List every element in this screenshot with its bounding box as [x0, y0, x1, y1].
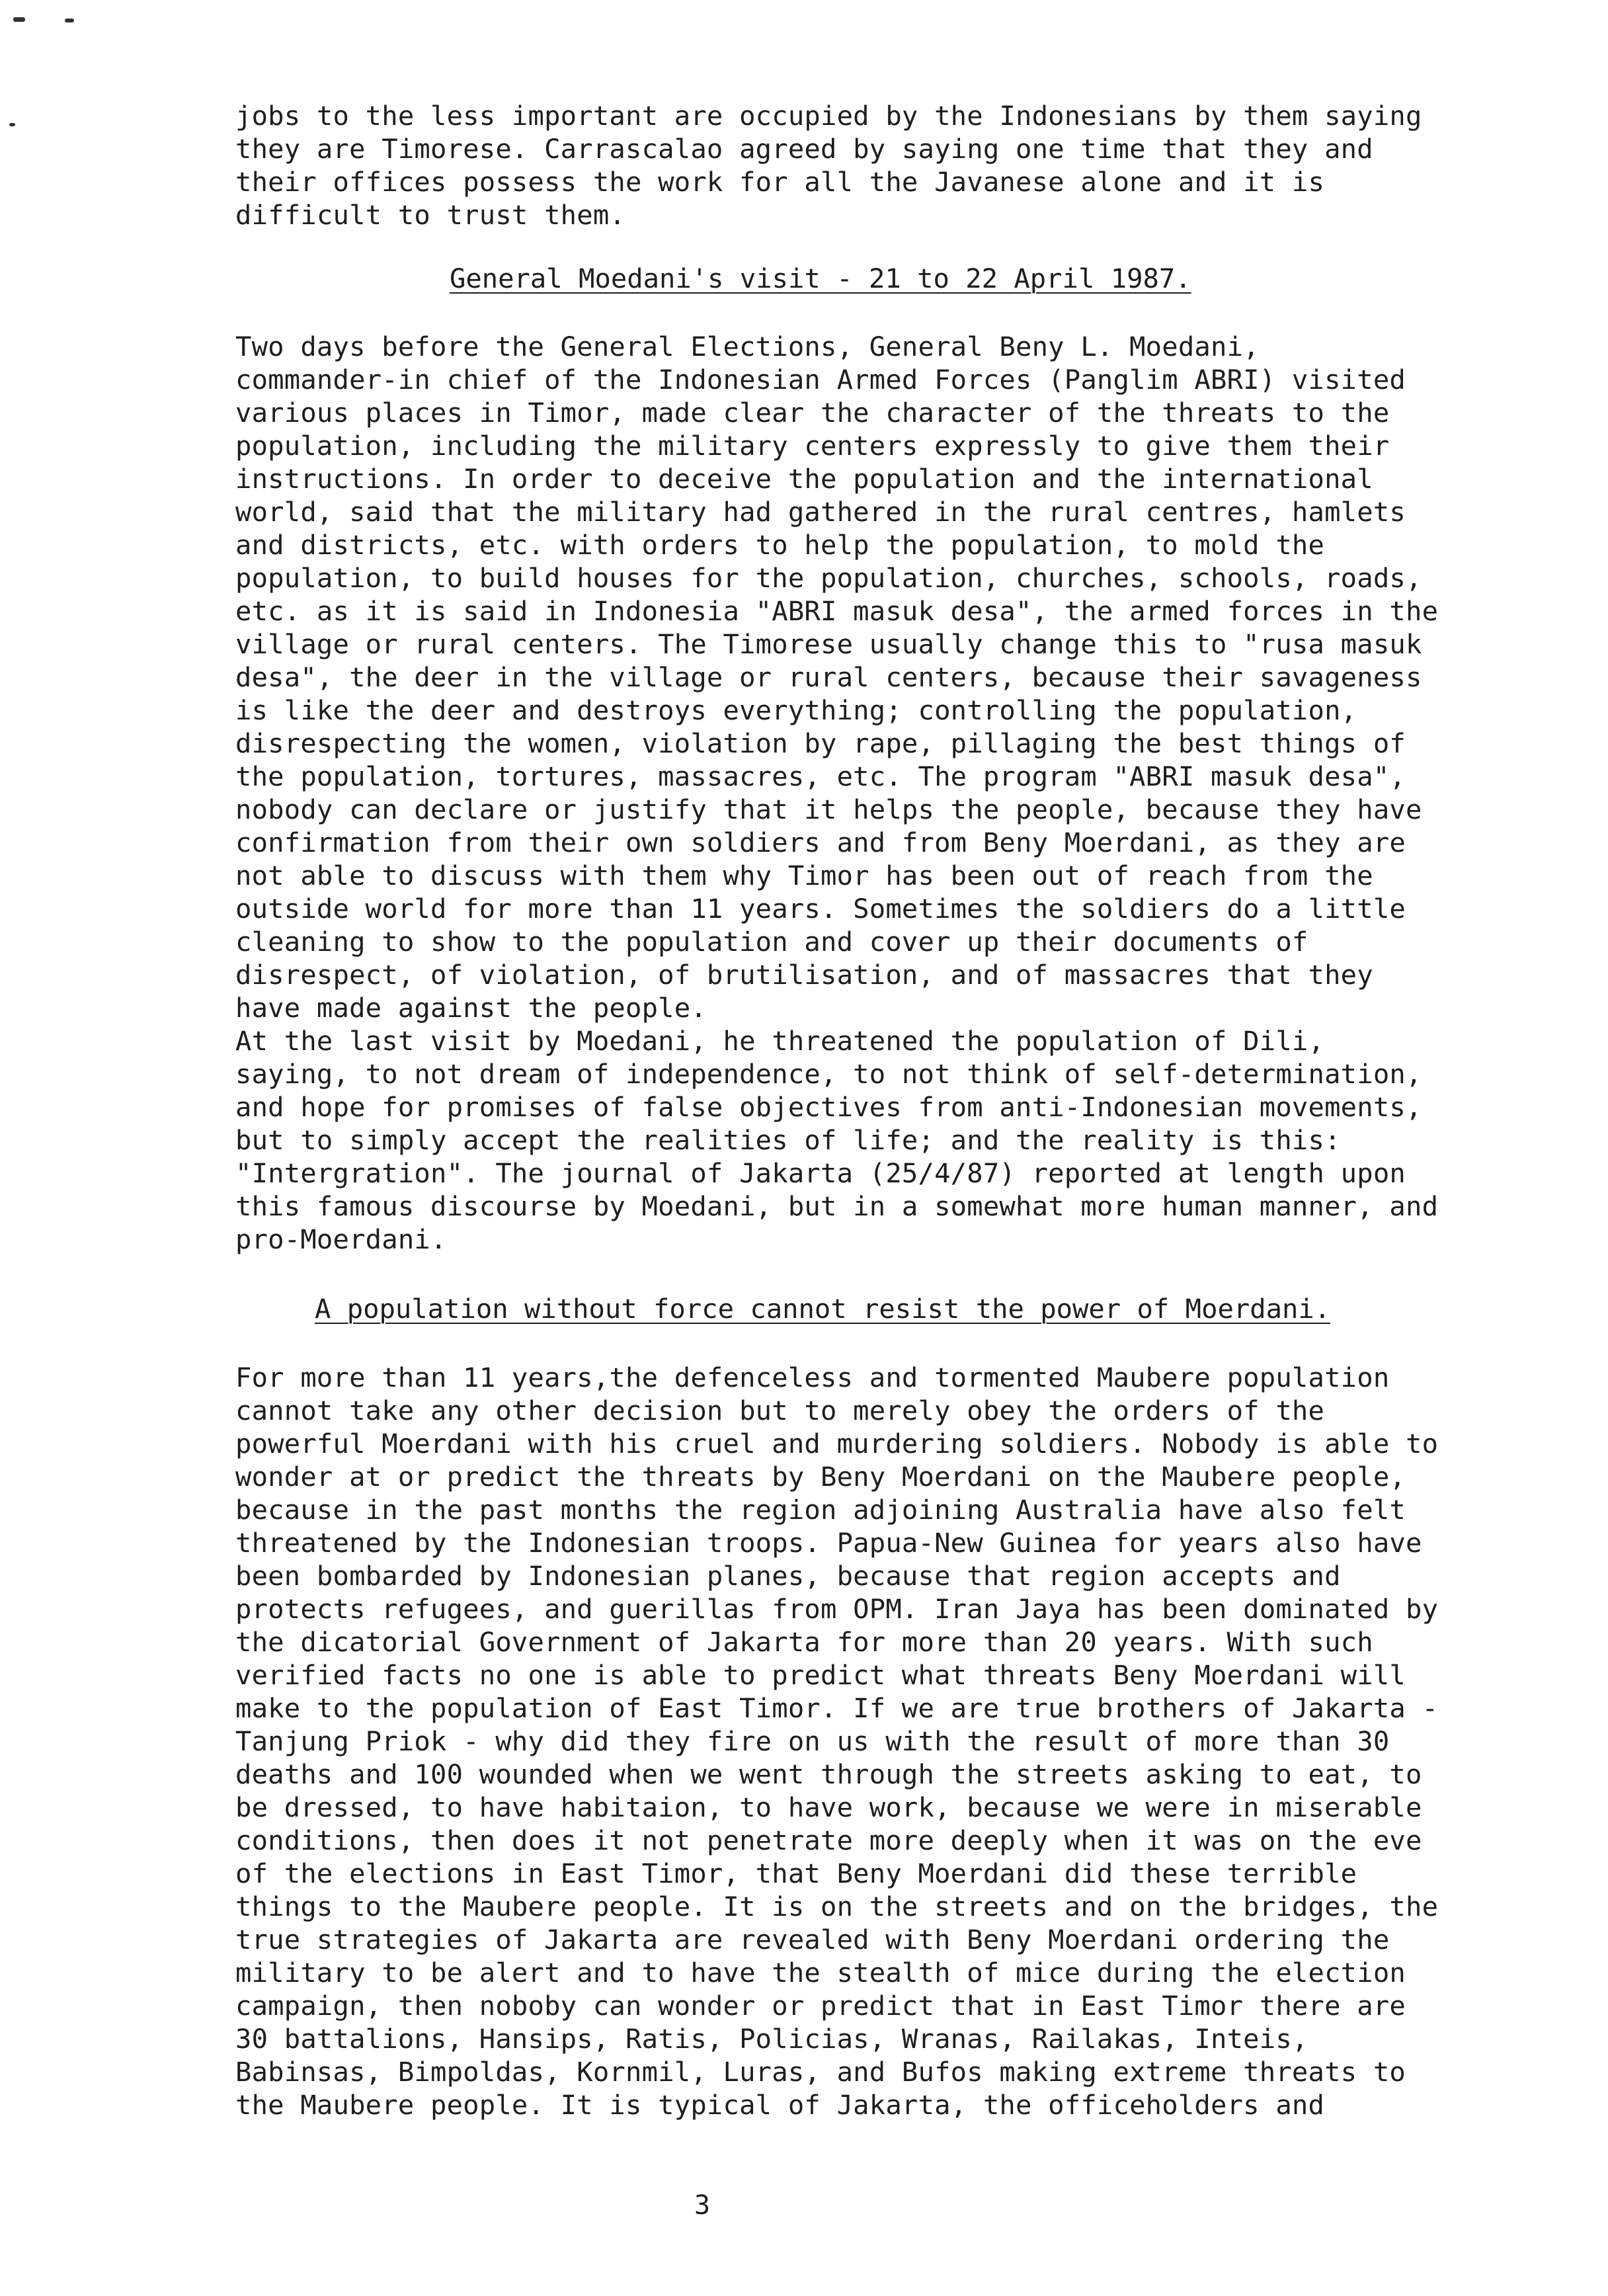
intro-paragraph	[235, 99, 1478, 231]
text-line: wonder at or predict the threats by Beny Moerdani on the Maubere people,	[235, 1461, 1406, 1493]
section-2-body	[235, 1361, 1478, 2121]
text-line: they are Timorese. Carrascalao agreed by saying one time that they and	[235, 133, 1373, 165]
text-line: population, including the military centers expressly to give them their	[235, 430, 1390, 462]
text-line: pro-Moerdani.	[235, 1223, 447, 1255]
text-line: confirmation from their own soldiers and from Beny Moerdani, as they are	[235, 827, 1406, 858]
text-line: and hope for promises of false objectives from anti-Indonesian movements,	[235, 1091, 1422, 1123]
text-line: cannot take any other decision but to merely obey the orders of the	[235, 1395, 1325, 1426]
text-line: nobody can declare or justify that it helps the people, because they have	[235, 794, 1422, 825]
text-line: desa", the deer in the village or rural centers, because their savageness	[235, 661, 1422, 693]
text-line: make to the population of East Timor. If we are true brothers of Jakarta -	[235, 1692, 1439, 1724]
text-line: Babinsas, Bimpoldas, Kornmil, Luras, and Bufos making extreme threats to	[235, 2056, 1406, 2088]
text-line: etc. as it is said in Indonesia "ABRI masuk desa", the armed forces in the	[235, 595, 1439, 627]
text-line: "Intergration". The journal of Jakarta (25/4/87) reported at length upon	[235, 1157, 1406, 1189]
text-line: jobs to the less important are occupied by the Indonesians by them saying	[235, 100, 1422, 132]
section-heading-moedani-visit: General Moedani's visit - 21 to 22 April 1987.	[450, 263, 1191, 294]
text-line: military to be alert and to have the stealth of mice during the election	[235, 1957, 1406, 1988]
text-line: protects refugees, and guerillas from OPM. Iran Jaya has been dominated by	[235, 1593, 1439, 1625]
text-line: this famous discourse by Moedani, but in a somewhat more human manner, and	[235, 1190, 1439, 1222]
text-line: be dressed, to have habitaion, to have work, because we were in miserable	[235, 1791, 1422, 1823]
text-line: various places in Timor, made clear the character of the threats to the	[235, 397, 1390, 429]
text-line: of the elections in East Timor, that Beny Moerdani did these terrible	[235, 1858, 1357, 1889]
text-line: disrespecting the women, violation by rape, pillaging the best things of	[235, 727, 1406, 759]
section-heading-population-without-force: A population without force cannot resist the power of Moerdani.	[315, 1293, 1331, 1325]
text-line: have made against the people.	[235, 992, 707, 1024]
text-line: difficult to trust them.	[235, 199, 625, 231]
text-line: powerful Moerdani with his cruel and murdering soldiers. Nobody is able to	[235, 1428, 1439, 1459]
text-line: world, said that the military had gathered in the rural centres, hamlets	[235, 496, 1406, 528]
text-line: threatened by the Indonesian troops. Papua-New Guinea for years also have	[235, 1527, 1422, 1559]
text-line: conditions, then does it not penetrate more deeply when it was on the eve	[235, 1824, 1422, 1856]
text-line: Tanjung Priok - why did they fire on us with the result of more than 30	[235, 1725, 1390, 1757]
text-line: Two days before the General Elections, General Beny L. Moedani,	[235, 331, 1260, 362]
text-line: because in the past months the region adjoining Australia have also felt	[235, 1494, 1406, 1526]
text-line: saying, to not dream of independence, to not think of self-determination,	[235, 1058, 1422, 1090]
text-line: things to the Maubere people. It is on the streets and on the bridges, the	[235, 1891, 1439, 1922]
text-line: true strategies of Jakarta are revealed with Beny Moerdani ordering the	[235, 1924, 1390, 1955]
text-line: commander-in chief of the Indonesian Armed Forces (Panglim ABRI) visited	[235, 364, 1406, 395]
text-line: deaths and 100 wounded when we went through the streets asking to eat, to	[235, 1758, 1422, 1790]
text-line: the dicatorial Government of Jakarta for more than 20 years. With such	[235, 1626, 1373, 1658]
scan-speck	[9, 123, 15, 126]
text-line: campaign, then noboby can wonder or predict that in East Timor there are	[235, 1990, 1406, 2022]
scan-speck	[65, 19, 74, 22]
text-line: not able to discuss with them why Timor has been out of reach from the	[235, 860, 1373, 891]
text-line: cleaning to show to the population and cover up their documents of	[235, 926, 1308, 958]
text-line: but to simply accept the realities of life; and the reality is this:	[235, 1124, 1341, 1156]
text-line: instructions. In order to deceive the population and the international	[235, 463, 1373, 495]
text-line: At the last visit by Moedani, he threatened the population of Dili,	[235, 1025, 1325, 1057]
text-line: disrespect, of violation, of brutilisation, and of massacres that they	[235, 959, 1373, 991]
text-line: is like the deer and destroys everything; controlling the population,	[235, 694, 1357, 726]
scan-speck	[13, 17, 25, 22]
text-line: the Maubere people. It is typical of Jakarta, the officeholders and	[235, 2089, 1325, 2121]
text-line: village or rural centers. The Timorese usually change this to "rusa masuk	[235, 628, 1422, 660]
section-1-body	[235, 330, 1478, 1256]
text-line: been bombarded by Indonesian planes, because that region accepts and	[235, 1560, 1341, 1592]
page-number: 3	[694, 2190, 711, 2221]
text-line: their offices possess the work for all the Javanese alone and it is	[235, 166, 1325, 198]
text-line: outside world for more than 11 years. Sometimes the soldiers do a little	[235, 893, 1406, 924]
text-line: the population, tortures, massacres, etc. The program "ABRI masuk desa",	[235, 760, 1406, 792]
text-line: population, to build houses for the population, churches, schools, roads,	[235, 562, 1422, 594]
text-line: 30 battalions, Hansips, Ratis, Policias, Wranas, Railakas, Inteis,	[235, 2023, 1308, 2055]
text-line: For more than 11 years,the defenceless and tormented Maubere population	[235, 1362, 1390, 1393]
text-line: verified facts no one is able to predict what threats Beny Moerdani will	[235, 1659, 1406, 1691]
text-line: and districts, etc. with orders to help the population, to mold the	[235, 529, 1325, 561]
